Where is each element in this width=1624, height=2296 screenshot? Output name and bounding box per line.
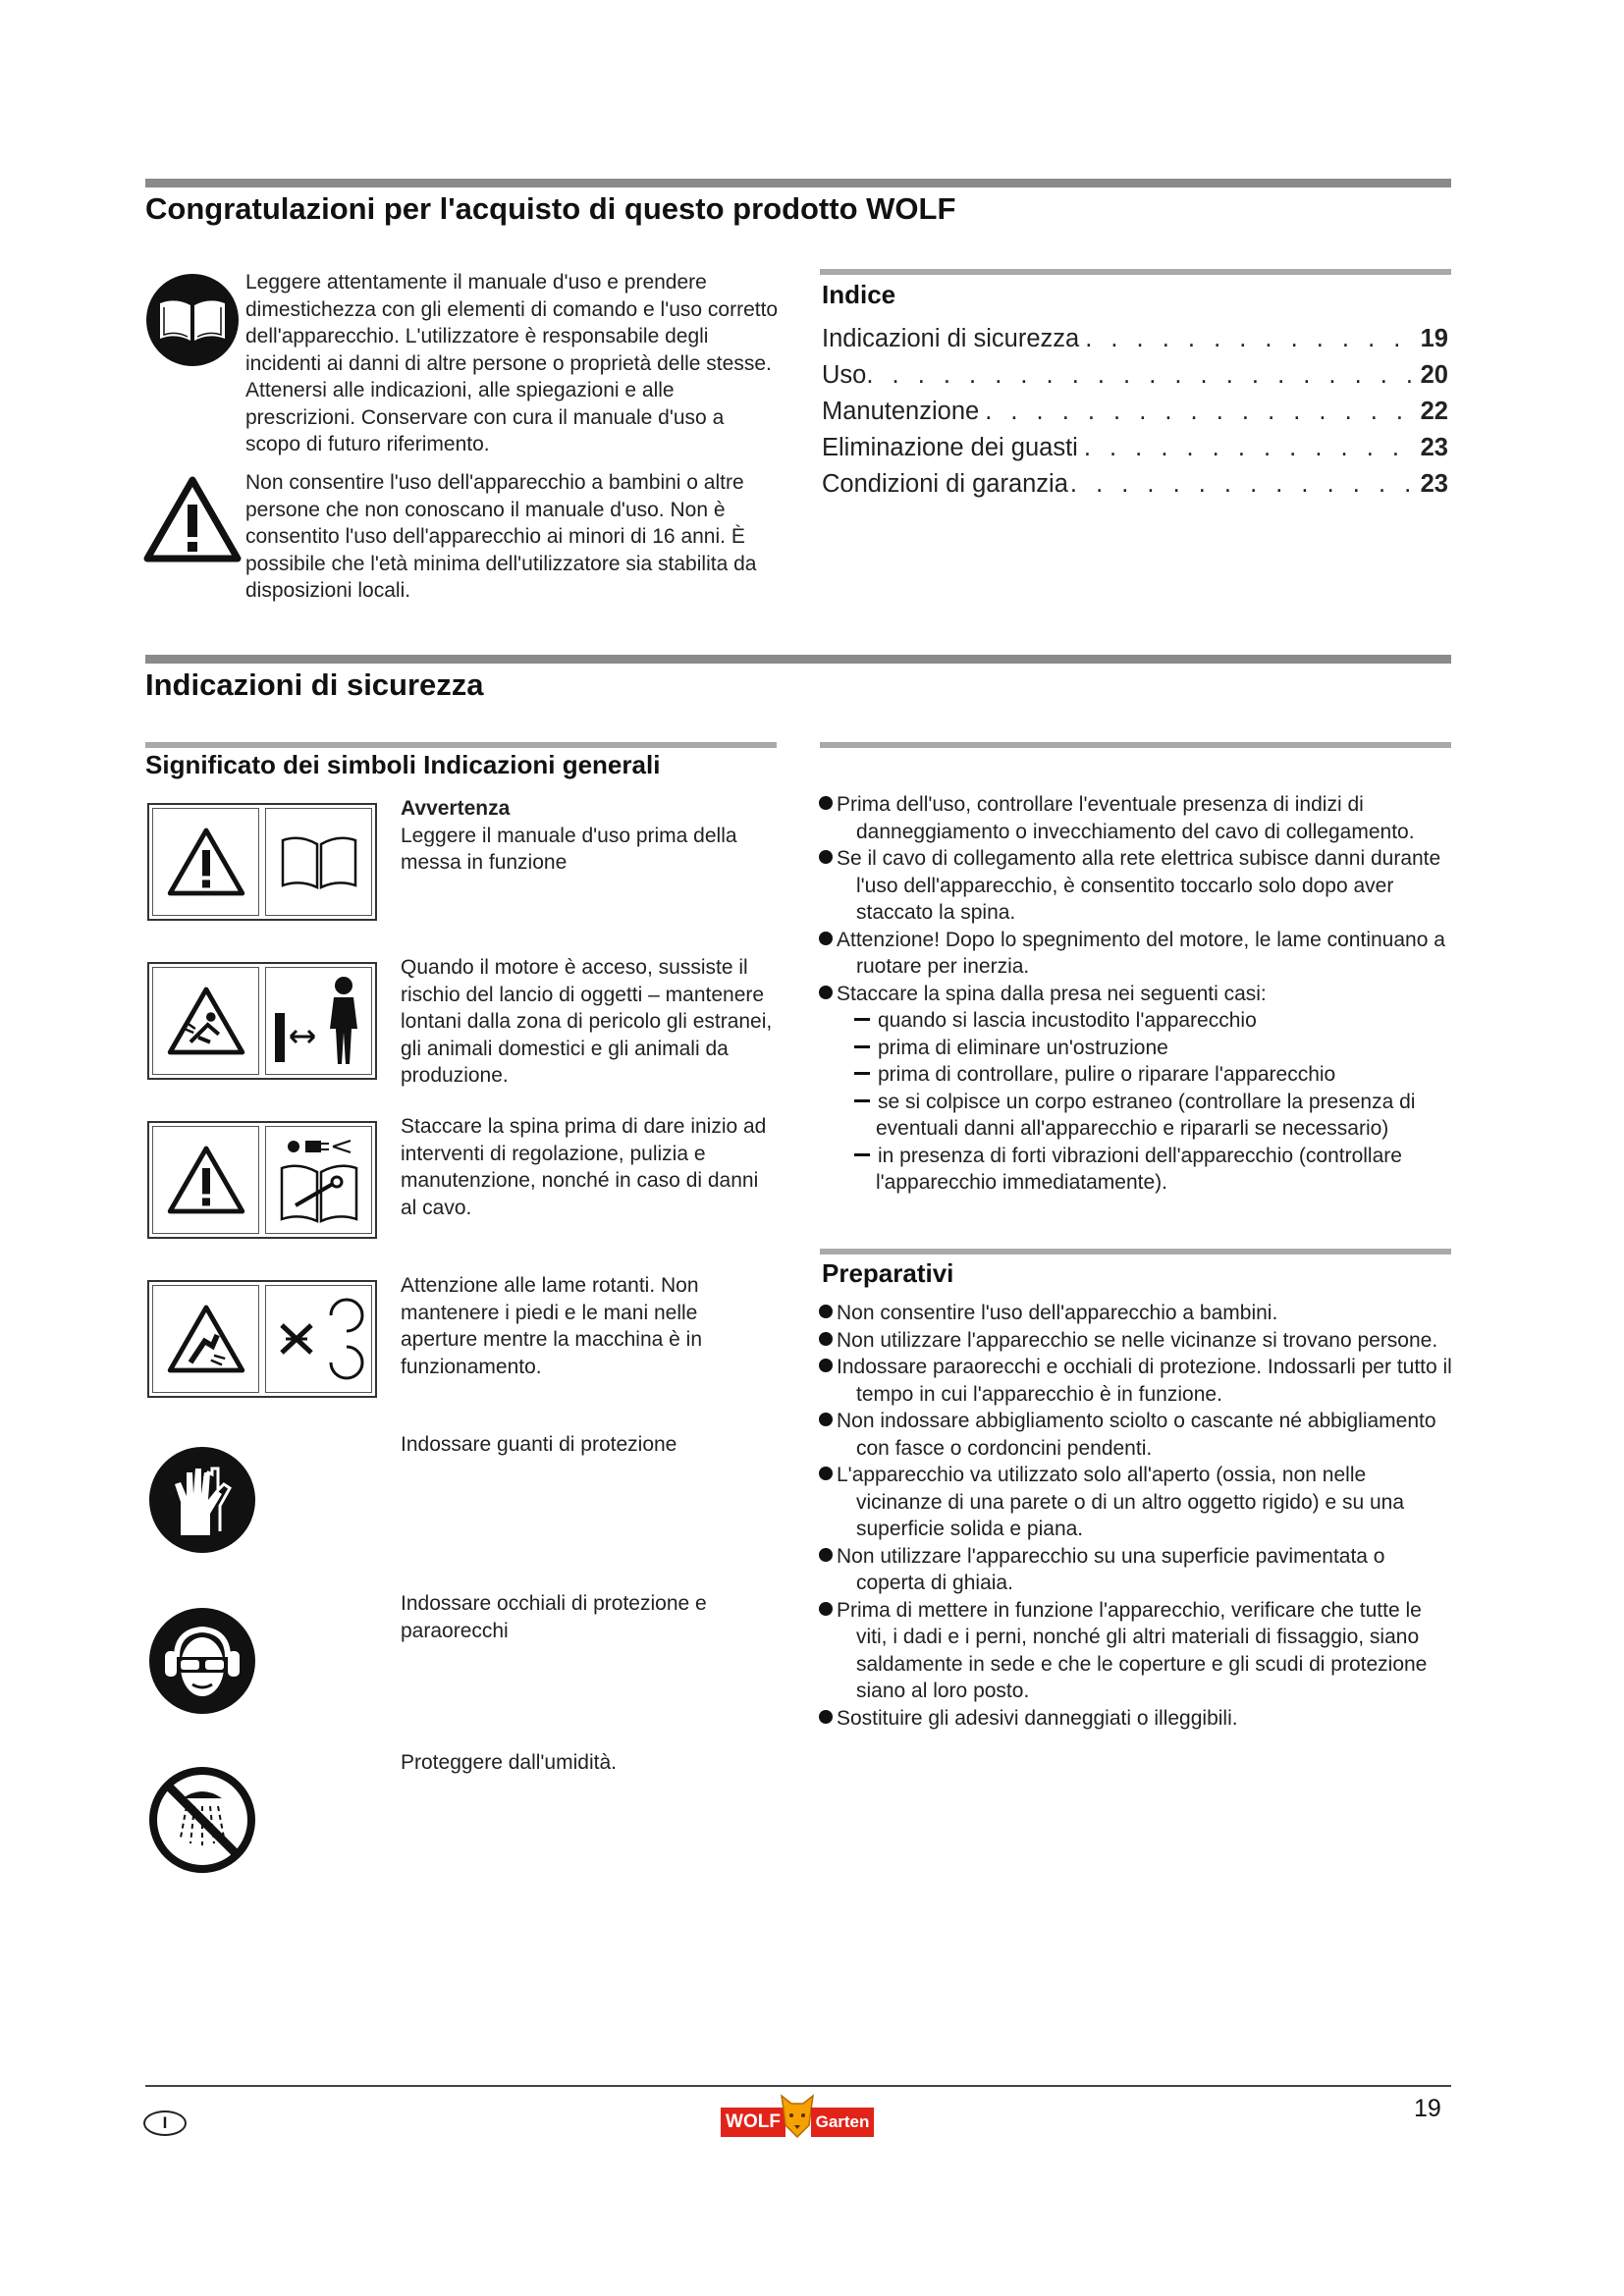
list-item-text: Se il cavo di collegamento alla rete elettrica subisce danni durante l'uso dell'apparecchio, è consentito toccarlo solo dopo aver staccato la spina. bbox=[837, 847, 1441, 924]
symbol-box-read-manual bbox=[147, 803, 377, 921]
bullet-icon bbox=[819, 986, 833, 999]
list-item-text: Indossare paraorecchi e occhiali di protezione. Indossarli per tutto il tempo in cui l'apparecchio è in funzione. bbox=[837, 1356, 1452, 1406]
list-item bbox=[819, 1705, 1457, 1733]
sub-list-item bbox=[819, 1143, 1457, 1197]
logo-garten: Garten bbox=[811, 2108, 874, 2137]
header-rule bbox=[145, 179, 1451, 187]
symbol-text: Staccare la spina prima di dare inizio ad interventi di regolazione, pulizia e manutenzione, nonché in caso di danni al cavo. bbox=[401, 1115, 767, 1219]
intro-children-text: Non consentire l'uso dell'apparecchio a bambini o altre persone che non conoscano il manuale d'uso. Non è consentito l'uso dell'apparecchio ai minori di 16 anni. È possibile che l'età minima dell'utilizzatore sia stabilita da disposizioni locali. bbox=[245, 471, 757, 602]
toc-item-label: Eliminazione dei guasti bbox=[822, 434, 1078, 461]
bullet-icon bbox=[819, 1305, 833, 1318]
list-item bbox=[819, 927, 1457, 981]
toc-item-page: 20 bbox=[1420, 361, 1448, 389]
manual-book-icon bbox=[144, 272, 241, 368]
list-item bbox=[819, 1327, 1457, 1355]
toc-item-page: 23 bbox=[1420, 434, 1448, 461]
symbol-text: Attenzione alle lame rotanti. Non mantenere i piedi e le mani nelle aperture mentre la macchina è in funzionamento. bbox=[401, 1274, 702, 1378]
list-item bbox=[819, 981, 1457, 1008]
page-title: Congratulazioni per l'acquisto di questo prodotto WOLF bbox=[145, 191, 956, 226]
warning-icon bbox=[143, 475, 242, 563]
bullet-icon bbox=[819, 1467, 833, 1480]
list-item bbox=[819, 1408, 1457, 1462]
list-item bbox=[819, 1462, 1457, 1543]
symbols-rule bbox=[145, 742, 777, 748]
intro-read-manual-text: Leggere attentamente il manuale d'uso e prendere dimestichezza con gli elementi di comando e l'uso corretto dell'apparecchio. L'utilizzatore è responsabile degli incidenti ai danni di altre persone o proprietà delle stesse. Attenersi alle indicazioni, alle spiegazioni e alle prescrizioni. Conservare con cura il manuale d'uso a scopo di futuro riferimento. bbox=[245, 271, 779, 455]
sub-list-item-text: prima di eliminare un'ostruzione bbox=[878, 1036, 1168, 1059]
toc-title: Indice bbox=[822, 280, 896, 309]
toc-item-page: 23 bbox=[1420, 470, 1448, 498]
general-safety-list bbox=[819, 791, 1457, 1197]
wolf-head-icon bbox=[780, 2094, 815, 2139]
list-item-text: Staccare la spina dalla presa nei seguenti casi: bbox=[837, 982, 1267, 1005]
sub-list-item-text: se si colpisce un corpo estraneo (controllare la presenza di eventuali danni all'apparecchio e ripararli se necessario) bbox=[876, 1090, 1416, 1140]
dash-icon bbox=[854, 1072, 870, 1075]
page-number: 19 bbox=[1414, 2095, 1441, 2122]
bullet-icon bbox=[819, 850, 833, 864]
no-rain-icon bbox=[147, 1765, 257, 1875]
preparativi-rule bbox=[820, 1249, 1451, 1255]
list-item-text: Non indossare abbigliamento sciolto o cascante né abbigliamento con fasce o cordoncini pendenti. bbox=[837, 1410, 1436, 1460]
symbol-box-unplug bbox=[147, 1121, 377, 1239]
bullet-icon bbox=[819, 1332, 833, 1346]
toc-item-label: Condizioni di garanzia bbox=[822, 470, 1068, 498]
toc-item-label: Manutenzione bbox=[822, 398, 980, 425]
toc-rule bbox=[820, 269, 1451, 275]
toc-item[interactable] bbox=[822, 430, 1448, 466]
rotating-blades-warning-icon bbox=[167, 1304, 245, 1374]
toc-item-label: Uso bbox=[822, 361, 867, 389]
toc-item-label: Indicazioni di sicurezza bbox=[822, 325, 1080, 352]
language-code: I bbox=[162, 2113, 168, 2132]
list-item-text: Sostituire gli adesivi danneggiati o illeggibili. bbox=[837, 1706, 1238, 1730]
bullet-icon bbox=[819, 796, 833, 810]
sub-list-item bbox=[819, 1007, 1457, 1035]
list-item-text: Non utilizzare l'apparecchio se nelle vicinanze si trovano persone. bbox=[837, 1328, 1438, 1352]
toc-item[interactable] bbox=[822, 466, 1448, 503]
symbol-box-rotating-blades bbox=[147, 1280, 377, 1398]
preparativi-list bbox=[819, 1300, 1457, 1732]
symbol-text: Indossare guanti di protezione bbox=[401, 1433, 677, 1456]
dash-icon bbox=[854, 1045, 870, 1048]
symbol-text: Leggere il manuale d'uso prima della messa in funzione bbox=[401, 824, 737, 874]
sub-list-item bbox=[819, 1089, 1457, 1143]
list-item-text: Non consentire l'uso dell'apparecchio a bambini. bbox=[837, 1302, 1278, 1324]
dash-icon bbox=[854, 1099, 870, 1102]
sub-list-item-text: in presenza di forti vibrazioni dell'apparecchio (controllare l'apparecchio immediatamente). bbox=[876, 1144, 1402, 1194]
list-item bbox=[819, 1543, 1457, 1597]
list-item bbox=[819, 845, 1457, 927]
safety-rule bbox=[145, 655, 1451, 664]
bullet-icon bbox=[819, 1413, 833, 1426]
bullet-icon bbox=[819, 1359, 833, 1372]
toc-item[interactable] bbox=[822, 394, 1448, 430]
unplug-before-maintenance-icon bbox=[272, 1133, 366, 1227]
warning-icon bbox=[167, 1145, 245, 1215]
footer-rule bbox=[145, 2085, 1451, 2087]
general-rule bbox=[820, 742, 1451, 748]
symbol-text: Proteggere dall'umidità. bbox=[401, 1751, 617, 1774]
list-item bbox=[819, 1300, 1457, 1327]
list-item bbox=[819, 791, 1457, 845]
symbol-text: Indossare occhiali di protezione e paraorecchi bbox=[401, 1592, 707, 1642]
goggles-earmuffs-icon bbox=[147, 1606, 257, 1716]
list-item-text: Non utilizzare l'apparecchio su una superficie pavimentata o coperta di ghiaia. bbox=[837, 1544, 1385, 1594]
rotating-blades-icon bbox=[272, 1292, 366, 1386]
toc-item[interactable] bbox=[822, 357, 1448, 394]
sub-list-item bbox=[819, 1061, 1457, 1089]
toc-item-page: 22 bbox=[1420, 398, 1448, 425]
wolf-garten-logo bbox=[721, 2094, 874, 2139]
sub-list-item bbox=[819, 1035, 1457, 1062]
dash-icon bbox=[854, 1153, 870, 1156]
list-item-text: Prima dell'uso, controllare l'eventuale presenza di indizi di danneggiamento o invecchiamento del cavo di collegamento. bbox=[837, 793, 1415, 843]
list-item-text: Prima di mettere in funzione l'apparecchio, verificare che tutte le viti, i dadi e i perni, nonché gli altri materiali di fissaggio, siano saldamente in sede e che le coperture e gli scudi di protezione siano al loro posto. bbox=[837, 1598, 1428, 1702]
sub-list-item-text: prima di controllare, pulire o riparare l'apparecchio bbox=[878, 1063, 1336, 1086]
manual-book-icon bbox=[277, 830, 361, 893]
list-item bbox=[819, 1597, 1457, 1705]
logo-wolf: WOLF bbox=[721, 2108, 785, 2137]
preparativi-title: Preparativi bbox=[822, 1258, 954, 1288]
bullet-icon bbox=[819, 1710, 833, 1724]
list-item-text: L'apparecchio va utilizzato solo all'aperto (ossia, non nelle vicinanze di una parete o di un altro oggetto rigido) e su una superficie solida e piana. bbox=[837, 1464, 1405, 1540]
bullet-icon bbox=[819, 932, 833, 945]
symbol-text: Quando il motore è acceso, sussiste il rischio del lancio di oggetti – mantenere lontani dalla zona di pericolo gli estranei, gli animali domestici e gli animali da produzione. bbox=[401, 956, 773, 1087]
warning-icon bbox=[167, 827, 245, 897]
bullet-icon bbox=[819, 1602, 833, 1616]
gloves-icon bbox=[147, 1445, 257, 1555]
symbol-heading: Avvertenza bbox=[401, 797, 511, 820]
safety-title: Indicazioni di sicurezza bbox=[145, 667, 484, 702]
symbol-box-thrown-objects bbox=[147, 962, 377, 1080]
bullet-icon bbox=[819, 1548, 833, 1562]
symbols-title: Significato dei simboli Indicazioni generali bbox=[145, 750, 661, 779]
toc-list bbox=[822, 321, 1448, 503]
toc-item-page: 19 bbox=[1420, 325, 1448, 352]
list-item-text: Attenzione! Dopo lo spegnimento del motore, le lame continuano a ruotare per inerzia. bbox=[837, 928, 1445, 978]
list-item bbox=[819, 1354, 1457, 1408]
keep-distance-icon bbox=[271, 974, 367, 1068]
dash-icon bbox=[854, 1018, 870, 1021]
sub-list-item-text: quando si lascia incustodito l'apparecchio bbox=[878, 1009, 1257, 1032]
language-badge bbox=[143, 2110, 187, 2136]
toc-item[interactable] bbox=[822, 321, 1448, 357]
thrown-objects-warning-icon bbox=[167, 986, 245, 1056]
